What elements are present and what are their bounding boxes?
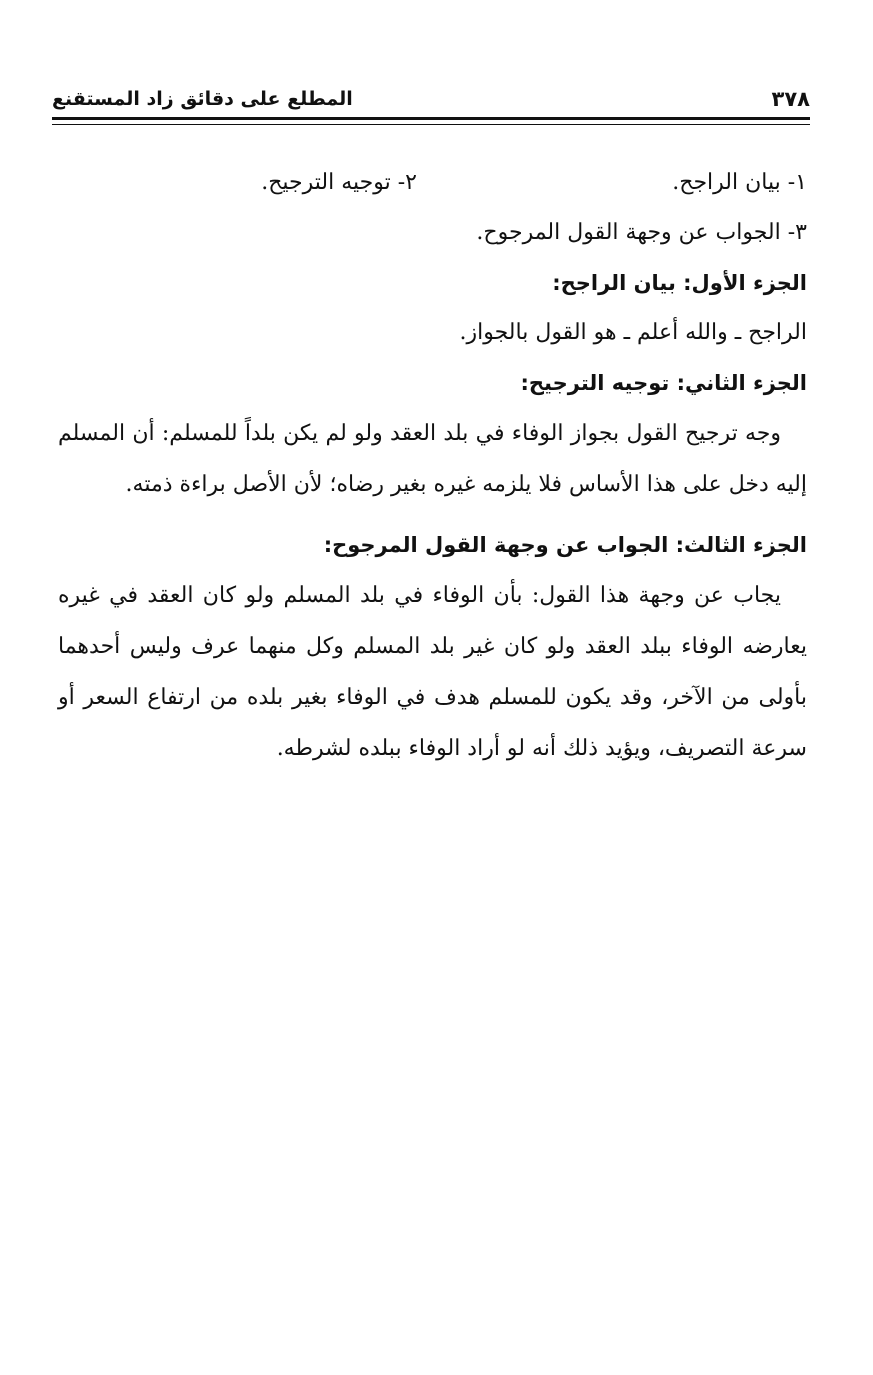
paragraph-1: الراجح ـ والله أعلم ـ هو القول بالجواز. <box>459 320 807 345</box>
list-row <box>58 158 807 208</box>
paragraph-2: وجه ترجيح القول بجواز الوفاء في بلد العقد ولو لم يكن بلداً للمسلم: أن المسلم إليه دخل على هذا الأساس فلا يلزمه غيره بغير رضاه؛ لأن الأصل براءة ذمته. <box>58 421 807 497</box>
section-heading-1: الجزء الأول: بيان الراجح: <box>552 271 807 295</box>
page-number: ٣٧٨ <box>771 87 810 111</box>
running-title: المطلع على دقائق زاد المستقنع <box>52 88 353 110</box>
section-heading-2: الجزء الثاني: توجيه الترجيح: <box>520 371 807 395</box>
header-rule-thin <box>52 124 810 125</box>
list-item-1: ١- بيان الراجح. <box>672 170 807 195</box>
page-body <box>58 158 807 774</box>
list-item-2: ٢- توجيه الترجيح. <box>261 170 417 195</box>
section-heading-3: الجزء الثالث: الجواب عن وجهة القول المرجوح: <box>323 533 807 557</box>
spacer <box>58 510 807 520</box>
page-header <box>52 84 810 114</box>
header-rule-thick <box>52 117 810 120</box>
list-item-3: ٣- الجواب عن وجهة القول المرجوح. <box>476 220 807 245</box>
paragraph-3: يجاب عن وجهة هذا القول: بأن الوفاء في بلد المسلم ولو كان العقد في غيره يعارضه الوفاء ببلد العقد ولو كان غير بلد المسلم وكل منهما عرف وليس أحدهما بأولى من الآخر، وقد يكون للمسلم هدف في الوفاء بغير بلده من ارتفاع السعر أو سرعة التصريف، ويؤيد ذلك أنه لو أراد الوفاء ببلده لشرطه. <box>58 583 807 761</box>
